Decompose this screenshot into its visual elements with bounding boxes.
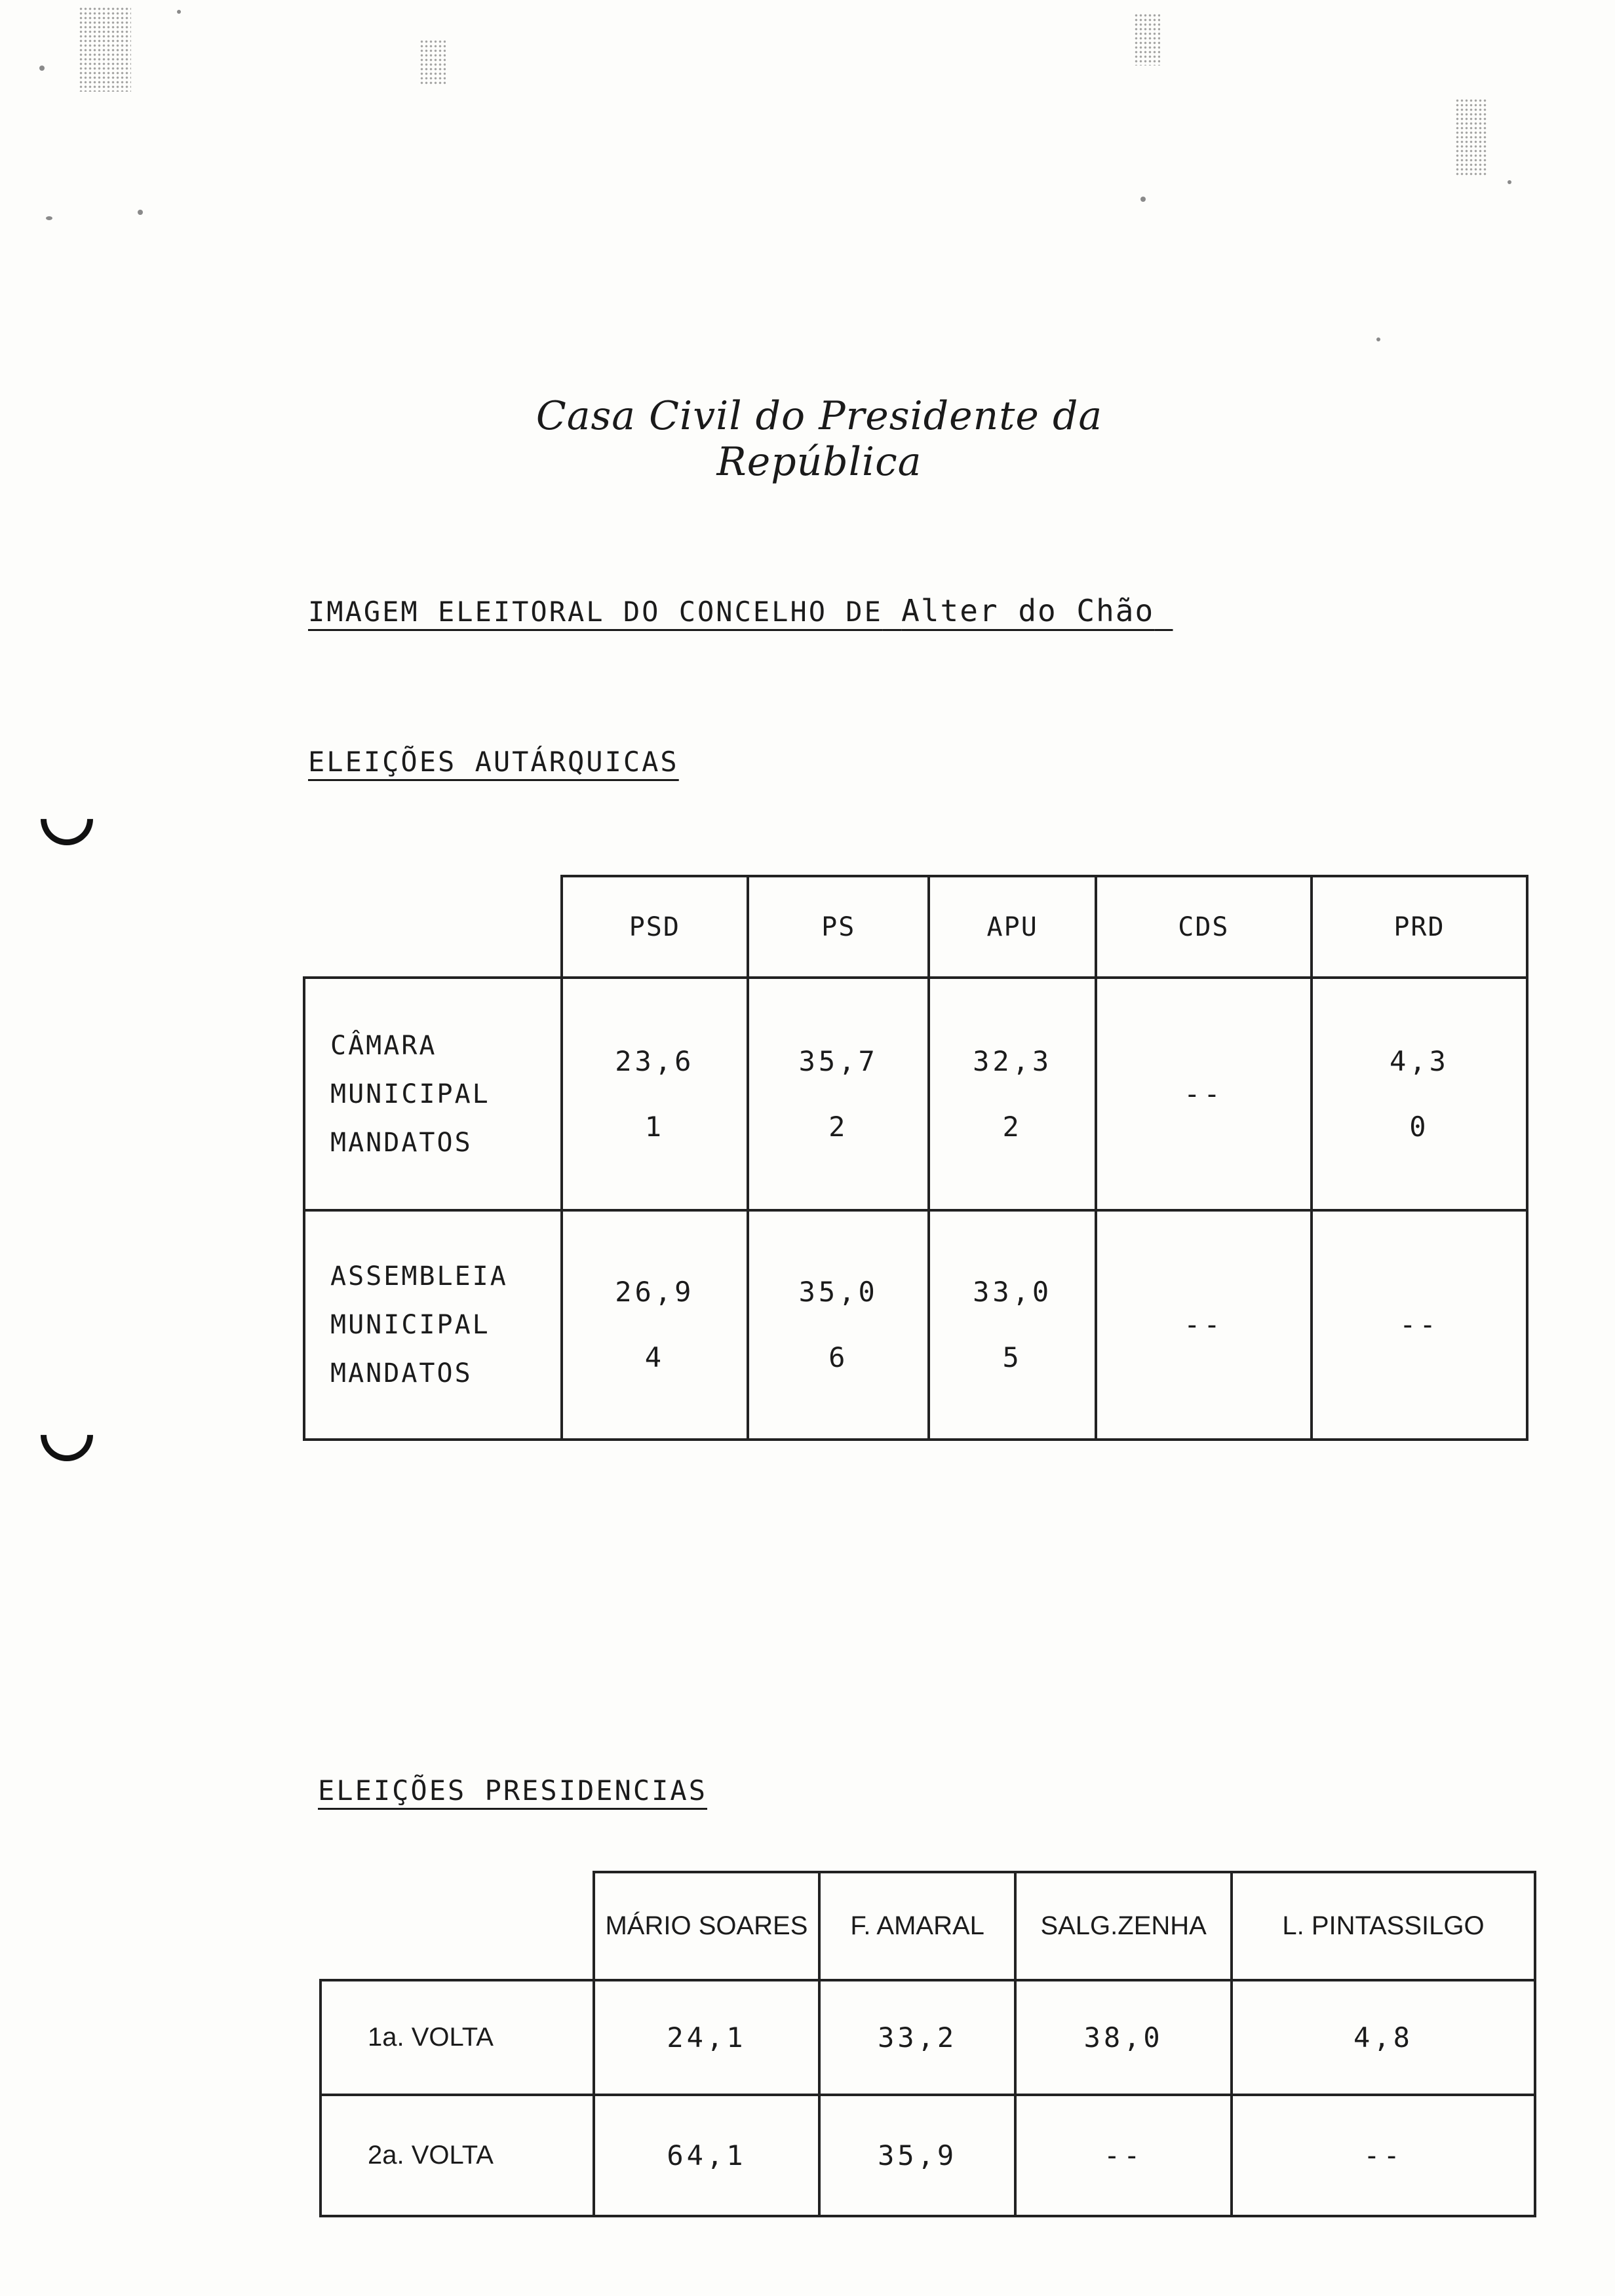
scan-noise [1134,13,1160,66]
cell-seats: 4 [644,1341,665,1373]
column-header-l-pintassilgo: L. PINTASSILGO [1232,1872,1535,1980]
cell-percent: -- [1184,1077,1224,1110]
column-header-prd: PRD [1312,876,1527,978]
cell-percent: 35,7 [798,1044,878,1077]
column-header-apu: APU [929,876,1095,978]
row-label-line: MANDATOS [330,1127,473,1158]
column-header-mario-soares: MÁRIO SOARES [594,1872,819,1980]
scan-noise [1508,180,1511,184]
corner-cell [321,1872,594,1980]
cell-percent: 23,6 [615,1044,695,1077]
cell-assembleia-apu [929,1210,1095,1440]
cell-2a-volta-salg-zenha: -- [1015,2095,1232,2216]
scan-noise [419,39,446,85]
table-row-camara [304,978,1527,1210]
scan-noise [177,10,181,14]
punch-hole-mark [29,1398,104,1472]
table-header-row [304,876,1527,978]
document-title [308,593,1206,628]
cell-camara-ps [748,978,929,1210]
scan-noise [79,7,131,92]
table-header-row [321,1872,1535,1980]
cell-2a-volta-f-amaral: 35,9 [819,2095,1015,2216]
cell-seats: 1 [644,1110,665,1143]
cell-1a-volta-mario-soares: 24,1 [594,1980,819,2095]
cell-percent: 4,3 [1390,1044,1449,1077]
cell-percent: 26,9 [615,1276,695,1308]
cell-seats: 6 [828,1341,849,1373]
table-row-1a-volta [321,1980,1535,2095]
cell-2a-volta-mario-soares: 64,1 [594,2095,819,2216]
row-label-line: CÂMARA [330,1030,437,1061]
column-header-ps: PS [748,876,929,978]
cell-2a-volta-l-pintassilgo: -- [1232,2095,1535,2216]
row-label-assembleia [304,1210,562,1440]
cell-camara-apu [929,978,1095,1210]
column-header-cds: CDS [1096,876,1312,978]
cell-seats: 0 [1409,1110,1430,1143]
row-label-line: ASSEMBLEIA [330,1261,508,1292]
cell-seats: 5 [1002,1341,1022,1373]
cell-assembleia-cds [1096,1210,1312,1440]
cell-1a-volta-l-pintassilgo: 4,8 [1232,1980,1535,2095]
row-label-line: MANDATOS [330,1358,473,1388]
cell-camara-prd [1312,978,1527,1210]
column-header-salg-zenha: SALG.ZENHA [1015,1872,1232,1980]
cell-camara-psd [562,978,748,1210]
table-row-2a-volta [321,2095,1535,2216]
corner-cell [304,876,562,978]
title-place: Alter do Chão [901,593,1155,628]
cell-percent: -- [1399,1309,1439,1341]
row-label-line: MUNICIPAL [330,1310,490,1340]
cell-1a-volta-f-amaral: 33,2 [819,1980,1015,2095]
cell-assembleia-psd [562,1210,748,1440]
cell-percent: 32,3 [973,1044,1053,1077]
column-header-f-amaral: F. AMARAL [819,1872,1015,1980]
scan-noise [1455,98,1488,177]
scan-noise [138,210,143,215]
scan-noise [1376,337,1380,341]
section-heading-autarquicas: ELEIÇÕES AUTÁRQUICAS [308,746,679,778]
cell-percent: 33,0 [973,1276,1053,1308]
cell-assembleia-ps [748,1210,929,1440]
cell-percent: -- [1184,1309,1224,1341]
title-prefix: IMAGEM ELEITORAL DO CONCELHO DE [308,596,883,628]
letterhead: Casa Civil do Presidente da República [535,393,1103,485]
row-label-2a-volta: 2a. VOLTA [321,2095,594,2216]
row-label-line: MUNICIPAL [330,1079,490,1109]
column-header-psd: PSD [562,876,748,978]
scan-noise [1140,197,1146,202]
row-label-camara [304,978,562,1210]
presidenciais-table [319,1871,1536,2217]
table-row-assembleia [304,1210,1527,1440]
cell-assembleia-prd [1312,1210,1527,1440]
cell-seats: 2 [828,1110,849,1143]
scan-noise [46,216,52,220]
cell-seats: 2 [1002,1110,1022,1143]
cell-percent: 35,0 [798,1276,878,1308]
section-heading-presidenciais: ELEIÇÕES PRESIDENCIAS [318,1774,708,1807]
scan-noise [39,66,45,71]
row-label-1a-volta: 1a. VOLTA [321,1980,594,2095]
punch-hole-mark [29,782,104,856]
cell-1a-volta-salg-zenha: 38,0 [1015,1980,1232,2095]
autarquicas-table [303,875,1528,1441]
cell-camara-cds [1096,978,1312,1210]
